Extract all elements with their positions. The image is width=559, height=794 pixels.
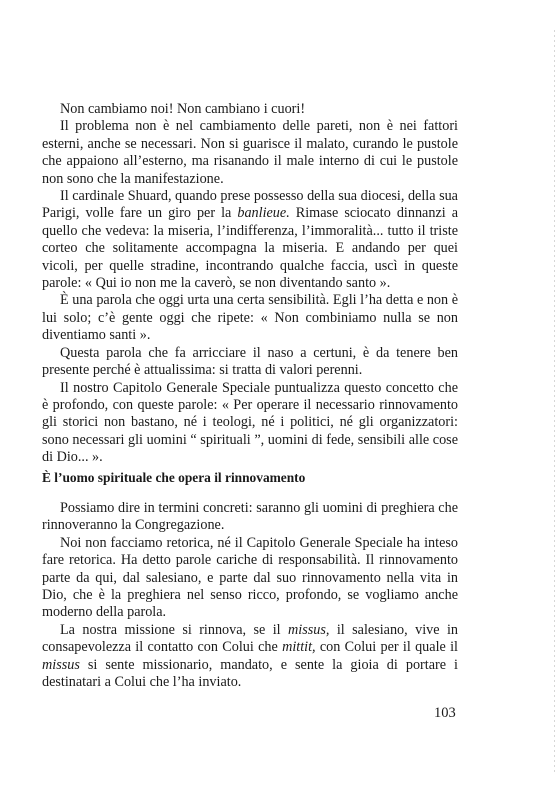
italic-term: mittit, <box>282 639 316 656</box>
paragraph: È una parola che oggi urta una certa sensibilità. Egli l’ha detta e non è lui solo; c’è gente oggi che ripete: « Non combiniamo nulla se non diventiamo santi ». <box>42 292 458 344</box>
paragraph: Non cambiamo noi! Non cambiano i cuori! <box>60 101 306 117</box>
body-text-section-1 <box>42 101 458 467</box>
paragraph: Il problema non è nel cambiamento delle pareti, non è nei fattori esterni, anche se necessari. Non si guarisce il malato, curando le pustole che appaiono all’esterno, ma risanando il male interno di cui le pustole non sono che la manifestazione. <box>42 118 458 187</box>
paragraph: Il cardinale Shuard, quando prese possesso della sua diocesi, della sua Parigi, volle fare un giro per la banlieue. Rimase sciocato dinnanzi a quello che vedeva: la miseria, l’indifferenza, l’immoralità... tutto il triste corteo che solitamente accompagna la miseria. E andando per quei vicoli, per quelle stradine, incontrando qualche faccia, uscì in queste parole: « Qui io non me la caverò, se non diventando santo ». <box>42 188 458 292</box>
paragraph: Questa parola che fa arricciare il naso a certuni, è da tenere ben presente perché è attualissima: si tratta di valori perenni. <box>42 344 458 379</box>
page-edge-shadow <box>554 30 555 774</box>
paragraph: Noi non facciamo retorica, né il Capitolo Generale Speciale ha inteso fare retorica. Ha detto parole cariche di responsabilità. Il rinnovamento parte da qui, dal salesiano, e parte dal suo rinnovamento nella vita in Dio, che è la preghiera nel senso ricco, profondo, se vogliamo anche moderno della parola. <box>42 534 458 621</box>
paragraph: Il nostro Capitolo Generale Speciale puntualizza questo concetto che è profondo, con queste parole: « Per operare il necessario rinnovamento gli storici non bastano, né i teologi, né i politici, né gli organizzatori: sono necessari gli uomini “ spirituali ”, uomini di fede, sensibili alle cose di Dio... ». <box>42 379 458 466</box>
italic-term: banlieue. <box>237 205 290 222</box>
section-heading: È l’uomo spirituale che opera il rinnovamento <box>42 470 306 485</box>
italic-term: missus <box>42 656 80 673</box>
page-number: 103 <box>434 705 456 721</box>
body-text-section-2 <box>42 500 458 691</box>
italic-term: missus, <box>288 621 330 638</box>
paragraph: Possiamo dire in termini concreti: saranno gli uomini di preghiera che rinnoveranno la Congregazione. <box>42 500 458 534</box>
paragraph: La nostra missione si rinnova, se il missus, il salesiano, vive in consapevolezza il contatto con Colui che mittit, con Colui per il quale il missus si sente missionario, mandato, e sente la gioia di portare i destinatari a Colui che l’ha inviato. <box>42 621 458 691</box>
